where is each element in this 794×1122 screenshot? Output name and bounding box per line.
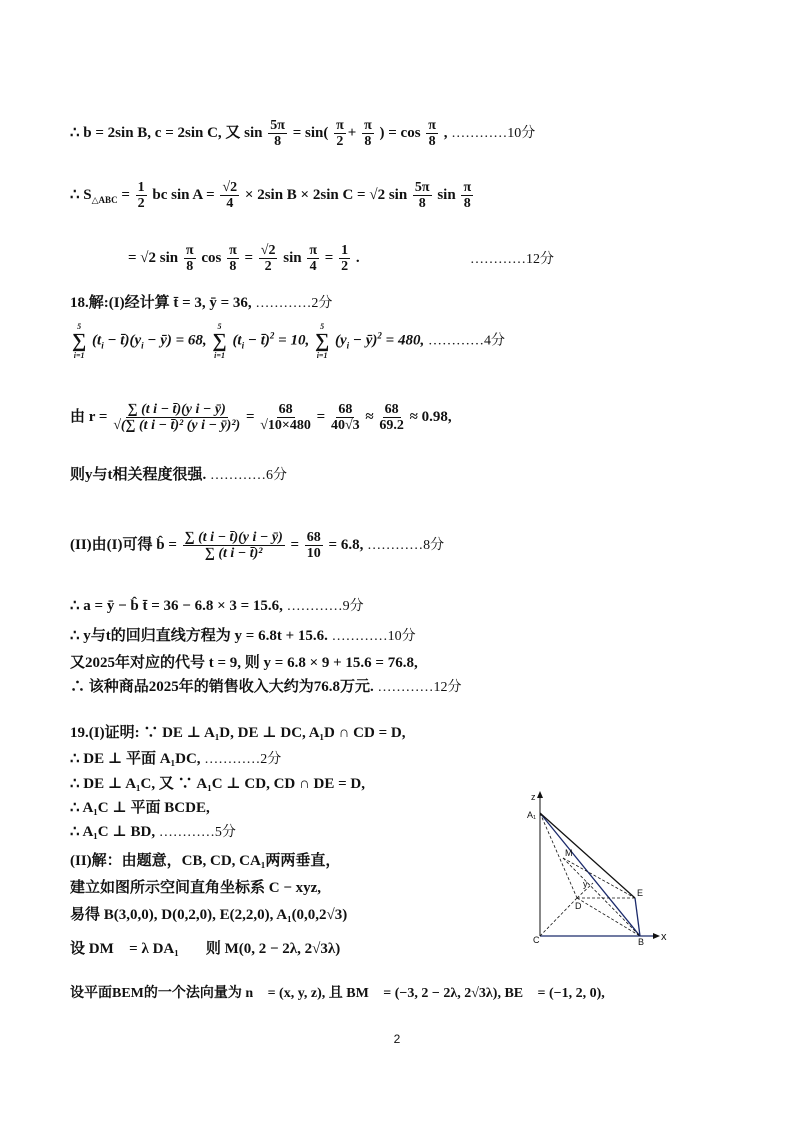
denominator: 8 [186,259,194,274]
text: . [355,249,360,266]
text: 则y与t相关程度很强. [70,467,207,483]
text: ∴ 该种商品2025年的销售收入大约为76.8万元. [70,679,374,695]
text: (II)解：由题意，CB, CD, CA₁两两垂直， [70,853,341,869]
line-20 [70,906,347,924]
label-a1: A₁ [527,810,537,820]
denominator: 10 [306,546,321,561]
fraction [268,118,287,149]
numerator: 1 [341,243,349,258]
fraction [184,243,196,274]
label-m: M [565,848,573,858]
denominator: 8 [428,134,436,149]
text: = [316,408,326,425]
score: …………10分 [331,629,416,644]
x-arrow [653,933,660,939]
text: cos [201,249,222,266]
numerator: 5π [270,118,285,133]
fraction [331,402,360,433]
numerator: π [309,243,318,258]
text: (y [334,332,347,349]
label-y: y [583,879,588,889]
text: ) = cos [379,124,421,141]
line-10 [70,627,416,646]
numerator: 5π [414,180,430,195]
edge-d-b [577,898,640,936]
text: − t̄)(y [103,332,142,349]
fraction [307,243,319,274]
text: ≈ [365,408,374,425]
denominator: √10×480 [260,418,311,433]
numerator: ∑ (t i − t̄)(y i − ȳ) [184,530,283,545]
edge-a1-b [540,813,640,936]
text: = sin( [292,124,329,141]
denominator: 8 [274,134,282,149]
numerator: π [336,118,344,133]
text: = [121,186,130,203]
numerator: π [364,118,372,133]
text: sin [437,186,456,203]
edge-m-b [563,858,640,936]
text: = [244,249,254,266]
denominator: 2 [336,134,344,149]
score: …………10分 [451,125,536,141]
numerator: √2 [260,243,276,258]
text: − ȳ) = 68, [143,332,207,349]
fraction [339,243,350,274]
fraction [259,243,278,274]
line-17 [70,823,236,842]
fraction [260,402,311,433]
text: = [324,249,334,266]
numerator: 68 [384,402,399,417]
fraction-r [113,402,240,433]
fraction [220,180,239,211]
text: (t [92,332,102,349]
text: ∴ DE ⊥ 平面 A₁DC, [70,751,201,767]
line-16 [70,799,210,817]
text: 易得 B(3,0,0), D(0,2,0), E(2,2,0), A₁(0,0,2√3) [70,907,348,923]
line-8 [70,530,444,561]
text: bc sin A = [152,186,215,203]
line-18 [70,852,340,870]
score: …………5分 [158,825,236,840]
text: ∴ A₁C ⊥ BD, [70,824,156,840]
text: 19.(I)证明: ∵ DE ⊥ A₁D, DE ⊥ DC, A₁D ∩ CD = D, [70,725,406,741]
denominator: 8 [463,196,471,211]
subscript: △ABC [91,194,118,205]
denominator-text: (t i − t̄)² [218,546,263,561]
text: 18.解:(I)经计算 t̄ = 3, ȳ = 36, [70,295,252,311]
line-9 [70,597,364,616]
page-number: 2 [393,1032,401,1046]
text: ∴ b = 2sin B, c = 2sin C, 又 sin [70,124,263,141]
text: 又2025年对应的代号 t = 9, 则 y = 6.8 × 9 + 15.6 = 76.8, [70,655,418,671]
text: 由 r = [70,408,108,425]
line-4 [70,294,332,313]
denominator: 2 [341,259,349,274]
numerator: 68 [278,402,293,417]
line-2 [70,180,475,211]
score: …………4分 [427,333,505,349]
text: ∴ DE ⊥ A₁C, 又 ∵ A₁C ⊥ CD, CD ∩ DE = D, [70,776,366,792]
fraction [305,530,323,561]
superscript: 2 [377,330,382,341]
fraction [334,118,346,149]
line-5: 5 ∑ i=1 ($t_i$ − $t̄)(y_i$ − ȳ) = 68, 5 ∑ i=1 ($t_i$ − t̄)$^2$ = 10, 5 ∑ i=1 ($y_i$ − ȳ)$^2$ = 480, …………4分 [72,322,505,360]
sum-symbol: 5 ∑ i=1 [72,322,87,360]
denominator: 8 [229,259,237,274]
text: (II)由(I)可得 b̂ = [70,536,177,553]
label-z: z [531,792,536,802]
line-14 [70,750,281,769]
sum-upper: 5 [77,322,82,331]
line-22 [70,985,605,1003]
numerator: √2 [222,180,238,195]
fraction-b [183,530,285,561]
edge-a1-e [540,813,635,898]
score: …………6分 [210,468,287,483]
denominator: 69.2 [379,418,404,433]
text: = [245,408,255,425]
denominator: 2 [137,196,145,211]
sum-symbol: 5 ∑ i=1 [212,322,227,360]
label-c: C [533,935,540,945]
text: − t̄) [244,332,270,349]
numerator-text: (t i − t̄)(y i − ȳ) [141,402,226,417]
text: × 2sin B × 2sin C = √2 sin [244,186,408,203]
sum-lower: i=1 [316,351,328,360]
text: = 10, [274,332,310,349]
text: 设平面BEM的一个法向量为 n⃗ = (x, y, z), 且 BM⃗ = (−3, 2 − 2λ, 2√3λ), BE⃗ = (−1, 2, 0), [70,986,605,1001]
label-d: D [575,901,582,911]
score: …………12分 [377,680,462,695]
text: = 6.8, [328,536,364,553]
denominator: √(∑ (t i − t̄)² (y i − ȳ)²) [113,418,241,433]
sum-symbol: 5 ∑ i=1 [314,322,330,360]
label-b: B [638,937,645,947]
denominator: 8 [364,134,372,149]
text: , [443,124,448,141]
line-3 [128,243,360,274]
score: …………8分 [367,537,445,553]
text: sin [283,249,302,266]
coordinate-figure [525,788,670,948]
sum-upper: 5 [320,322,325,331]
line-1: ∴ b = 2sin B, c = 2sin C, 又 sin $\frac{5\pi}{8}$ = sin( $\frac{\pi}{2}$ + $\frac{\pi}{8}$ ) = cos $\frac{\pi}{8}$ , …………10分 [70,118,536,149]
line-6 [70,402,452,433]
score: …………9分 [286,599,364,614]
text: − ȳ) [349,332,378,349]
fraction [426,118,438,149]
line-11 [70,654,418,672]
score-12: …………12分 [470,252,554,267]
sum-upper: 5 [217,322,222,331]
text: = √2 sin [128,249,179,266]
denominator: 4 [226,196,234,211]
line-15 [70,775,365,793]
edge-c-d [540,898,577,936]
score: …………2分 [255,296,333,311]
denominator: 4 [309,259,317,274]
fraction [227,243,239,274]
text: ≈ 0.98, [409,408,452,425]
text: = [290,536,300,553]
text: (t [232,332,242,349]
denominator: ∑ (t i − t̄)² [204,546,263,561]
denominator: 40√3 [330,418,360,433]
numerator: ∑ (t i − t̄)(y i − ȳ) [127,402,226,417]
text: 建立如图所示空间直角坐标系 C − xyz, [70,880,322,896]
sum-lower: i=1 [214,351,225,360]
text: ∴ y与t的回归直线方程为 y = 6.8t + 15.6. [70,628,328,644]
fraction [136,180,147,211]
text: 设 DM⃗ = λ DA₁⃗， 则 M(0, 2 − 2λ, 2√3λ) [70,941,341,957]
label-e: E [637,888,644,898]
sum-lower: i=1 [73,351,85,360]
line-19 [70,879,321,897]
label-x: x [661,931,667,943]
numerator: 1 [137,180,145,195]
line-21 [70,940,340,958]
numerator-text: (t i − t̄)(y i − ȳ) [198,530,283,545]
line-7 [70,466,287,485]
z-arrow [537,791,543,798]
numerator: π [463,180,472,195]
numerator: 68 [338,402,353,417]
text: = 480, [381,332,425,349]
text: ∴ A₁C ⊥ 平面 BCDE, [70,800,210,816]
fraction [413,180,432,211]
numerator: π [229,243,237,258]
text: ∴ S [70,186,92,203]
line-13 [70,724,405,742]
numerator: 68 [306,530,321,545]
denominator: 8 [418,196,426,211]
fraction [362,118,374,149]
text: ∴ a = ȳ − b̂ t̄ = 36 − 6.8 × 3 = 15.6, [70,598,283,614]
edge-m-e [563,858,635,898]
numerator: π [428,118,436,133]
superscript: 2 [269,330,275,341]
score: …………2分 [204,752,282,767]
denominator-text: (t i − t̄)² (y i − ȳ)² [139,418,236,433]
denominator: 2 [264,259,272,274]
fraction [379,402,404,433]
numerator: π [185,243,194,258]
fraction [461,180,473,211]
line-12 [70,678,462,697]
